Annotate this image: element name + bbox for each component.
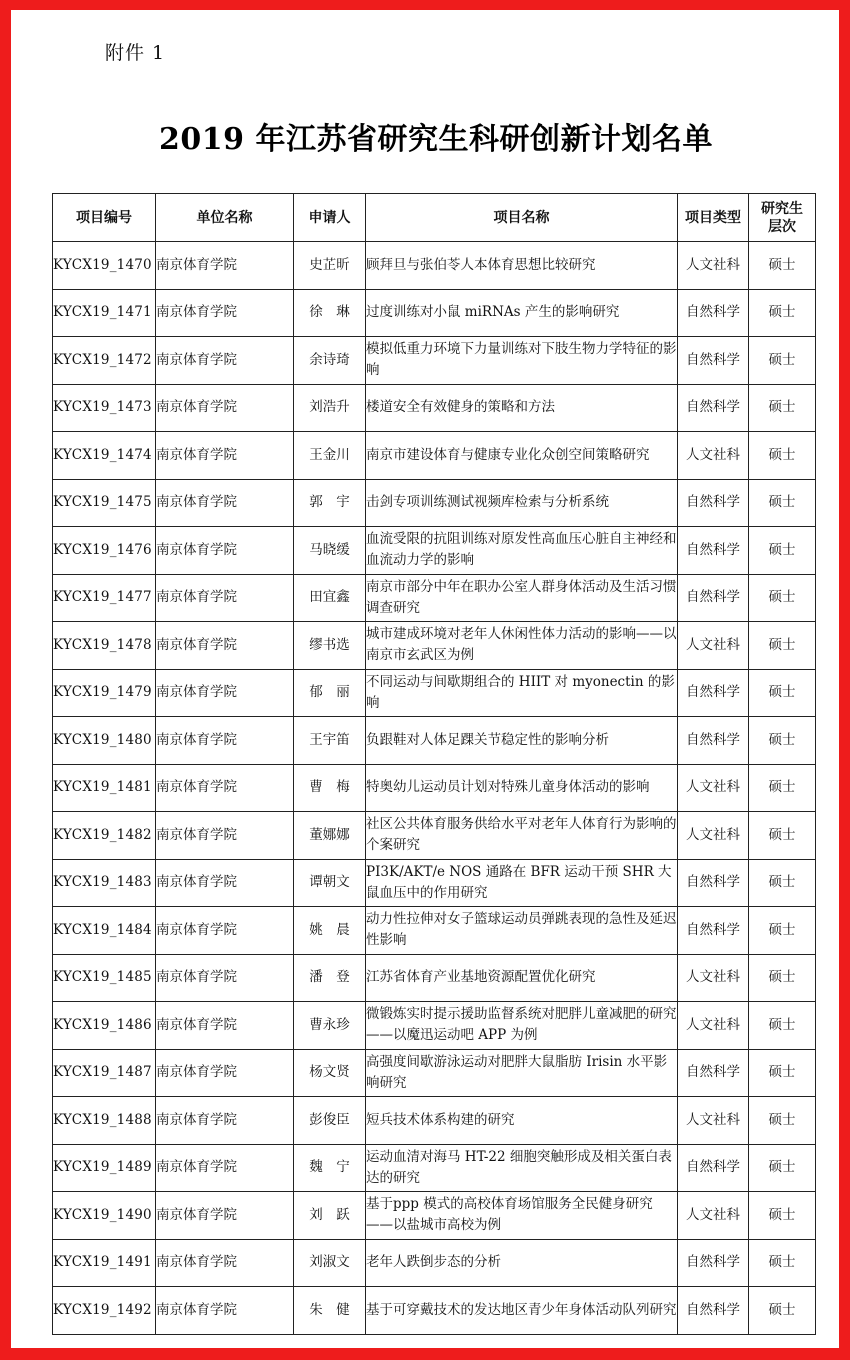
cell-project-type: 自然科学 bbox=[678, 907, 749, 955]
cell-unit: 南京体育学院 bbox=[156, 1049, 294, 1097]
cell-project-name: 顾拜旦与张伯苓人本体育思想比较研究 bbox=[366, 242, 678, 290]
cell-unit: 南京体育学院 bbox=[156, 527, 294, 575]
cell-student-level: 硕士 bbox=[749, 432, 816, 480]
page-title: 2019 年江苏省研究生科研创新计划名单 bbox=[159, 122, 713, 157]
cell-student-level: 硕士 bbox=[749, 289, 816, 337]
cell-project-id: KYCX19_1477 bbox=[53, 574, 156, 622]
cell-applicant: 刘淑文 bbox=[294, 1239, 366, 1287]
cell-applicant: 魏 宁 bbox=[294, 1144, 366, 1192]
cell-project-type: 自然科学 bbox=[678, 1049, 749, 1097]
table-row bbox=[53, 527, 816, 575]
cell-unit: 南京体育学院 bbox=[156, 1097, 294, 1145]
cell-applicant: 田宜鑫 bbox=[294, 574, 366, 622]
cell-project-id: KYCX19_1475 bbox=[53, 479, 156, 527]
cell-unit: 南京体育学院 bbox=[156, 242, 294, 290]
cell-project-id: KYCX19_1476 bbox=[53, 527, 156, 575]
cell-student-level: 硕士 bbox=[749, 384, 816, 432]
cell-project-name: 动力性拉伸对女子篮球运动员弹跳表现的急性及延迟性影响 bbox=[366, 907, 678, 955]
cell-applicant: 王金川 bbox=[294, 432, 366, 480]
cell-project-id: KYCX19_1481 bbox=[53, 764, 156, 812]
cell-project-name: 血流受限的抗阻训练对原发性高血压心脏自主神经和血流动力学的影响 bbox=[366, 527, 678, 575]
cell-applicant: 彭俊臣 bbox=[294, 1097, 366, 1145]
cell-project-name: 不同运动与间歇期组合的 HIIT 对 myonectin 的影响 bbox=[366, 669, 678, 717]
header-unit: 单位名称 bbox=[156, 194, 294, 242]
cell-project-id: KYCX19_1480 bbox=[53, 717, 156, 765]
table-row bbox=[53, 289, 816, 337]
cell-project-type: 自然科学 bbox=[678, 669, 749, 717]
cell-applicant: 余诗琦 bbox=[294, 337, 366, 385]
cell-student-level: 硕士 bbox=[749, 527, 816, 575]
cell-unit: 南京体育学院 bbox=[156, 337, 294, 385]
cell-project-id: KYCX19_1488 bbox=[53, 1097, 156, 1145]
cell-applicant: 郁 丽 bbox=[294, 669, 366, 717]
cell-project-type: 自然科学 bbox=[678, 859, 749, 907]
cell-unit: 南京体育学院 bbox=[156, 1002, 294, 1050]
cell-project-type: 人文社科 bbox=[678, 622, 749, 670]
table-body bbox=[53, 242, 816, 1335]
cell-project-name: 江苏省体育产业基地资源配置优化研究 bbox=[366, 954, 678, 1002]
cell-unit: 南京体育学院 bbox=[156, 622, 294, 670]
cell-student-level: 硕士 bbox=[749, 242, 816, 290]
table-row bbox=[53, 1002, 816, 1050]
cell-unit: 南京体育学院 bbox=[156, 954, 294, 1002]
cell-applicant: 徐 琳 bbox=[294, 289, 366, 337]
table-row bbox=[53, 384, 816, 432]
table-row bbox=[53, 622, 816, 670]
cell-student-level: 硕士 bbox=[749, 1144, 816, 1192]
cell-project-type: 自然科学 bbox=[678, 574, 749, 622]
cell-project-type: 人文社科 bbox=[678, 954, 749, 1002]
cell-unit: 南京体育学院 bbox=[156, 1192, 294, 1240]
table-row bbox=[53, 1192, 816, 1240]
cell-student-level: 硕士 bbox=[749, 954, 816, 1002]
cell-student-level: 硕士 bbox=[749, 717, 816, 765]
cell-project-id: KYCX19_1485 bbox=[53, 954, 156, 1002]
header-project-type: 项目类型 bbox=[678, 194, 749, 242]
cell-project-id: KYCX19_1473 bbox=[53, 384, 156, 432]
cell-project-id: KYCX19_1490 bbox=[53, 1192, 156, 1240]
cell-applicant: 曹永珍 bbox=[294, 1002, 366, 1050]
cell-unit: 南京体育学院 bbox=[156, 669, 294, 717]
cell-student-level: 硕士 bbox=[749, 1192, 816, 1240]
cell-applicant: 王宇笛 bbox=[294, 717, 366, 765]
cell-project-name: 基于ppp 模式的高校体育场馆服务全民健身研究——以盐城市高校为例 bbox=[366, 1192, 678, 1240]
cell-project-id: KYCX19_1478 bbox=[53, 622, 156, 670]
cell-project-type: 自然科学 bbox=[678, 337, 749, 385]
cell-project-type: 人文社科 bbox=[678, 1097, 749, 1145]
cell-project-type: 人文社科 bbox=[678, 812, 749, 860]
cell-student-level: 硕士 bbox=[749, 907, 816, 955]
cell-applicant: 缪书选 bbox=[294, 622, 366, 670]
cell-student-level: 硕士 bbox=[749, 669, 816, 717]
table-row bbox=[53, 479, 816, 527]
cell-project-name: PI3K/AKT/e NOS 通路在 BFR 运动干预 SHR 大鼠血压中的作用研究 bbox=[366, 859, 678, 907]
table-row bbox=[53, 337, 816, 385]
cell-applicant: 刘浩升 bbox=[294, 384, 366, 432]
table-row bbox=[53, 242, 816, 290]
table-row bbox=[53, 859, 816, 907]
cell-project-id: KYCX19_1487 bbox=[53, 1049, 156, 1097]
cell-project-name: 老年人跌倒步态的分析 bbox=[366, 1239, 678, 1287]
cell-unit: 南京体育学院 bbox=[156, 859, 294, 907]
table-row bbox=[53, 574, 816, 622]
table-row bbox=[53, 764, 816, 812]
cell-unit: 南京体育学院 bbox=[156, 384, 294, 432]
cell-project-name: 短兵技术体系构建的研究 bbox=[366, 1097, 678, 1145]
cell-project-type: 人文社科 bbox=[678, 1002, 749, 1050]
cell-project-type: 自然科学 bbox=[678, 384, 749, 432]
header-applicant: 申请人 bbox=[294, 194, 366, 242]
cell-student-level: 硕士 bbox=[749, 1287, 816, 1335]
cell-project-type: 人文社科 bbox=[678, 432, 749, 480]
table-row bbox=[53, 1097, 816, 1145]
cell-applicant: 史芷昕 bbox=[294, 242, 366, 290]
cell-project-id: KYCX19_1491 bbox=[53, 1239, 156, 1287]
header-project-id: 项目编号 bbox=[53, 194, 156, 242]
project-roster-table bbox=[52, 193, 816, 1335]
cell-project-id: KYCX19_1479 bbox=[53, 669, 156, 717]
cell-applicant: 朱 健 bbox=[294, 1287, 366, 1335]
cell-project-id: KYCX19_1470 bbox=[53, 242, 156, 290]
cell-project-id: KYCX19_1489 bbox=[53, 1144, 156, 1192]
cell-applicant: 曹 梅 bbox=[294, 764, 366, 812]
cell-project-id: KYCX19_1486 bbox=[53, 1002, 156, 1050]
cell-project-id: KYCX19_1474 bbox=[53, 432, 156, 480]
cell-unit: 南京体育学院 bbox=[156, 432, 294, 480]
cell-project-type: 自然科学 bbox=[678, 289, 749, 337]
cell-applicant: 谭朝文 bbox=[294, 859, 366, 907]
table-row bbox=[53, 907, 816, 955]
cell-applicant: 姚 晨 bbox=[294, 907, 366, 955]
cell-project-name: 社区公共体育服务供给水平对老年人体育行为影响的个案研究 bbox=[366, 812, 678, 860]
cell-project-id: KYCX19_1483 bbox=[53, 859, 156, 907]
cell-project-id: KYCX19_1471 bbox=[53, 289, 156, 337]
cell-unit: 南京体育学院 bbox=[156, 1239, 294, 1287]
cell-unit: 南京体育学院 bbox=[156, 1144, 294, 1192]
cell-student-level: 硕士 bbox=[749, 812, 816, 860]
attachment-label: 附件 1 bbox=[105, 42, 166, 64]
cell-project-type: 自然科学 bbox=[678, 527, 749, 575]
table-row bbox=[53, 1049, 816, 1097]
header-student-level: 研究生层次 bbox=[749, 194, 816, 242]
cell-student-level: 硕士 bbox=[749, 1097, 816, 1145]
cell-project-id: KYCX19_1492 bbox=[53, 1287, 156, 1335]
cell-project-name: 过度训练对小鼠 miRNAs 产生的影响研究 bbox=[366, 289, 678, 337]
cell-project-name: 击剑专项训练测试视频库检索与分析系统 bbox=[366, 479, 678, 527]
cell-unit: 南京体育学院 bbox=[156, 812, 294, 860]
cell-project-name: 城市建成环境对老年人休闲性体力活动的影响——以南京市玄武区为例 bbox=[366, 622, 678, 670]
table-row bbox=[53, 812, 816, 860]
cell-project-id: KYCX19_1484 bbox=[53, 907, 156, 955]
cell-student-level: 硕士 bbox=[749, 1049, 816, 1097]
cell-project-name: 基于可穿戴技术的发达地区青少年身体活动队列研究 bbox=[366, 1287, 678, 1335]
table-row bbox=[53, 432, 816, 480]
table-row bbox=[53, 1144, 816, 1192]
cell-student-level: 硕士 bbox=[749, 1239, 816, 1287]
header-project-name: 项目名称 bbox=[366, 194, 678, 242]
table-row bbox=[53, 669, 816, 717]
cell-applicant: 董娜娜 bbox=[294, 812, 366, 860]
cell-student-level: 硕士 bbox=[749, 1002, 816, 1050]
cell-applicant: 潘 登 bbox=[294, 954, 366, 1002]
cell-project-name: 南京市建设体育与健康专业化众创空间策略研究 bbox=[366, 432, 678, 480]
cell-student-level: 硕士 bbox=[749, 574, 816, 622]
table-row bbox=[53, 1287, 816, 1335]
cell-unit: 南京体育学院 bbox=[156, 907, 294, 955]
cell-unit: 南京体育学院 bbox=[156, 764, 294, 812]
cell-project-type: 自然科学 bbox=[678, 479, 749, 527]
cell-project-id: KYCX19_1472 bbox=[53, 337, 156, 385]
table-row bbox=[53, 717, 816, 765]
cell-student-level: 硕士 bbox=[749, 479, 816, 527]
table-header-row bbox=[53, 194, 816, 242]
cell-project-type: 自然科学 bbox=[678, 1144, 749, 1192]
cell-project-name: 负跟鞋对人体足踝关节稳定性的影响分析 bbox=[366, 717, 678, 765]
cell-student-level: 硕士 bbox=[749, 337, 816, 385]
cell-unit: 南京体育学院 bbox=[156, 479, 294, 527]
cell-project-type: 人文社科 bbox=[678, 764, 749, 812]
cell-project-name: 楼道安全有效健身的策略和方法 bbox=[366, 384, 678, 432]
cell-project-id: KYCX19_1482 bbox=[53, 812, 156, 860]
table-row bbox=[53, 1239, 816, 1287]
cell-project-name: 模拟低重力环境下力量训练对下肢生物力学特征的影响 bbox=[366, 337, 678, 385]
cell-applicant: 杨文贤 bbox=[294, 1049, 366, 1097]
cell-student-level: 硕士 bbox=[749, 622, 816, 670]
cell-project-type: 自然科学 bbox=[678, 1287, 749, 1335]
cell-applicant: 郭 宇 bbox=[294, 479, 366, 527]
cell-project-type: 自然科学 bbox=[678, 1239, 749, 1287]
cell-student-level: 硕士 bbox=[749, 764, 816, 812]
cell-applicant: 刘 跃 bbox=[294, 1192, 366, 1240]
cell-unit: 南京体育学院 bbox=[156, 1287, 294, 1335]
cell-unit: 南京体育学院 bbox=[156, 574, 294, 622]
cell-unit: 南京体育学院 bbox=[156, 717, 294, 765]
cell-project-name: 南京市部分中年在职办公室人群身体活动及生活习惯调查研究 bbox=[366, 574, 678, 622]
cell-project-name: 高强度间歇游泳运动对肥胖大鼠脂肪 Irisin 水平影响研究 bbox=[366, 1049, 678, 1097]
cell-project-name: 特奥幼儿运动员计划对特殊儿童身体活动的影响 bbox=[366, 764, 678, 812]
cell-unit: 南京体育学院 bbox=[156, 289, 294, 337]
cell-applicant: 马晓缓 bbox=[294, 527, 366, 575]
cell-project-type: 人文社科 bbox=[678, 1192, 749, 1240]
cell-student-level: 硕士 bbox=[749, 859, 816, 907]
cell-project-type: 自然科学 bbox=[678, 717, 749, 765]
table-row bbox=[53, 954, 816, 1002]
cell-project-name: 运动血清对海马 HT-22 细胞突触形成及相关蛋白表达的研究 bbox=[366, 1144, 678, 1192]
cell-project-name: 微锻炼实时提示援助监督系统对肥胖儿童减肥的研究——以魔迅运动吧 APP 为例 bbox=[366, 1002, 678, 1050]
cell-project-type: 人文社科 bbox=[678, 242, 749, 290]
